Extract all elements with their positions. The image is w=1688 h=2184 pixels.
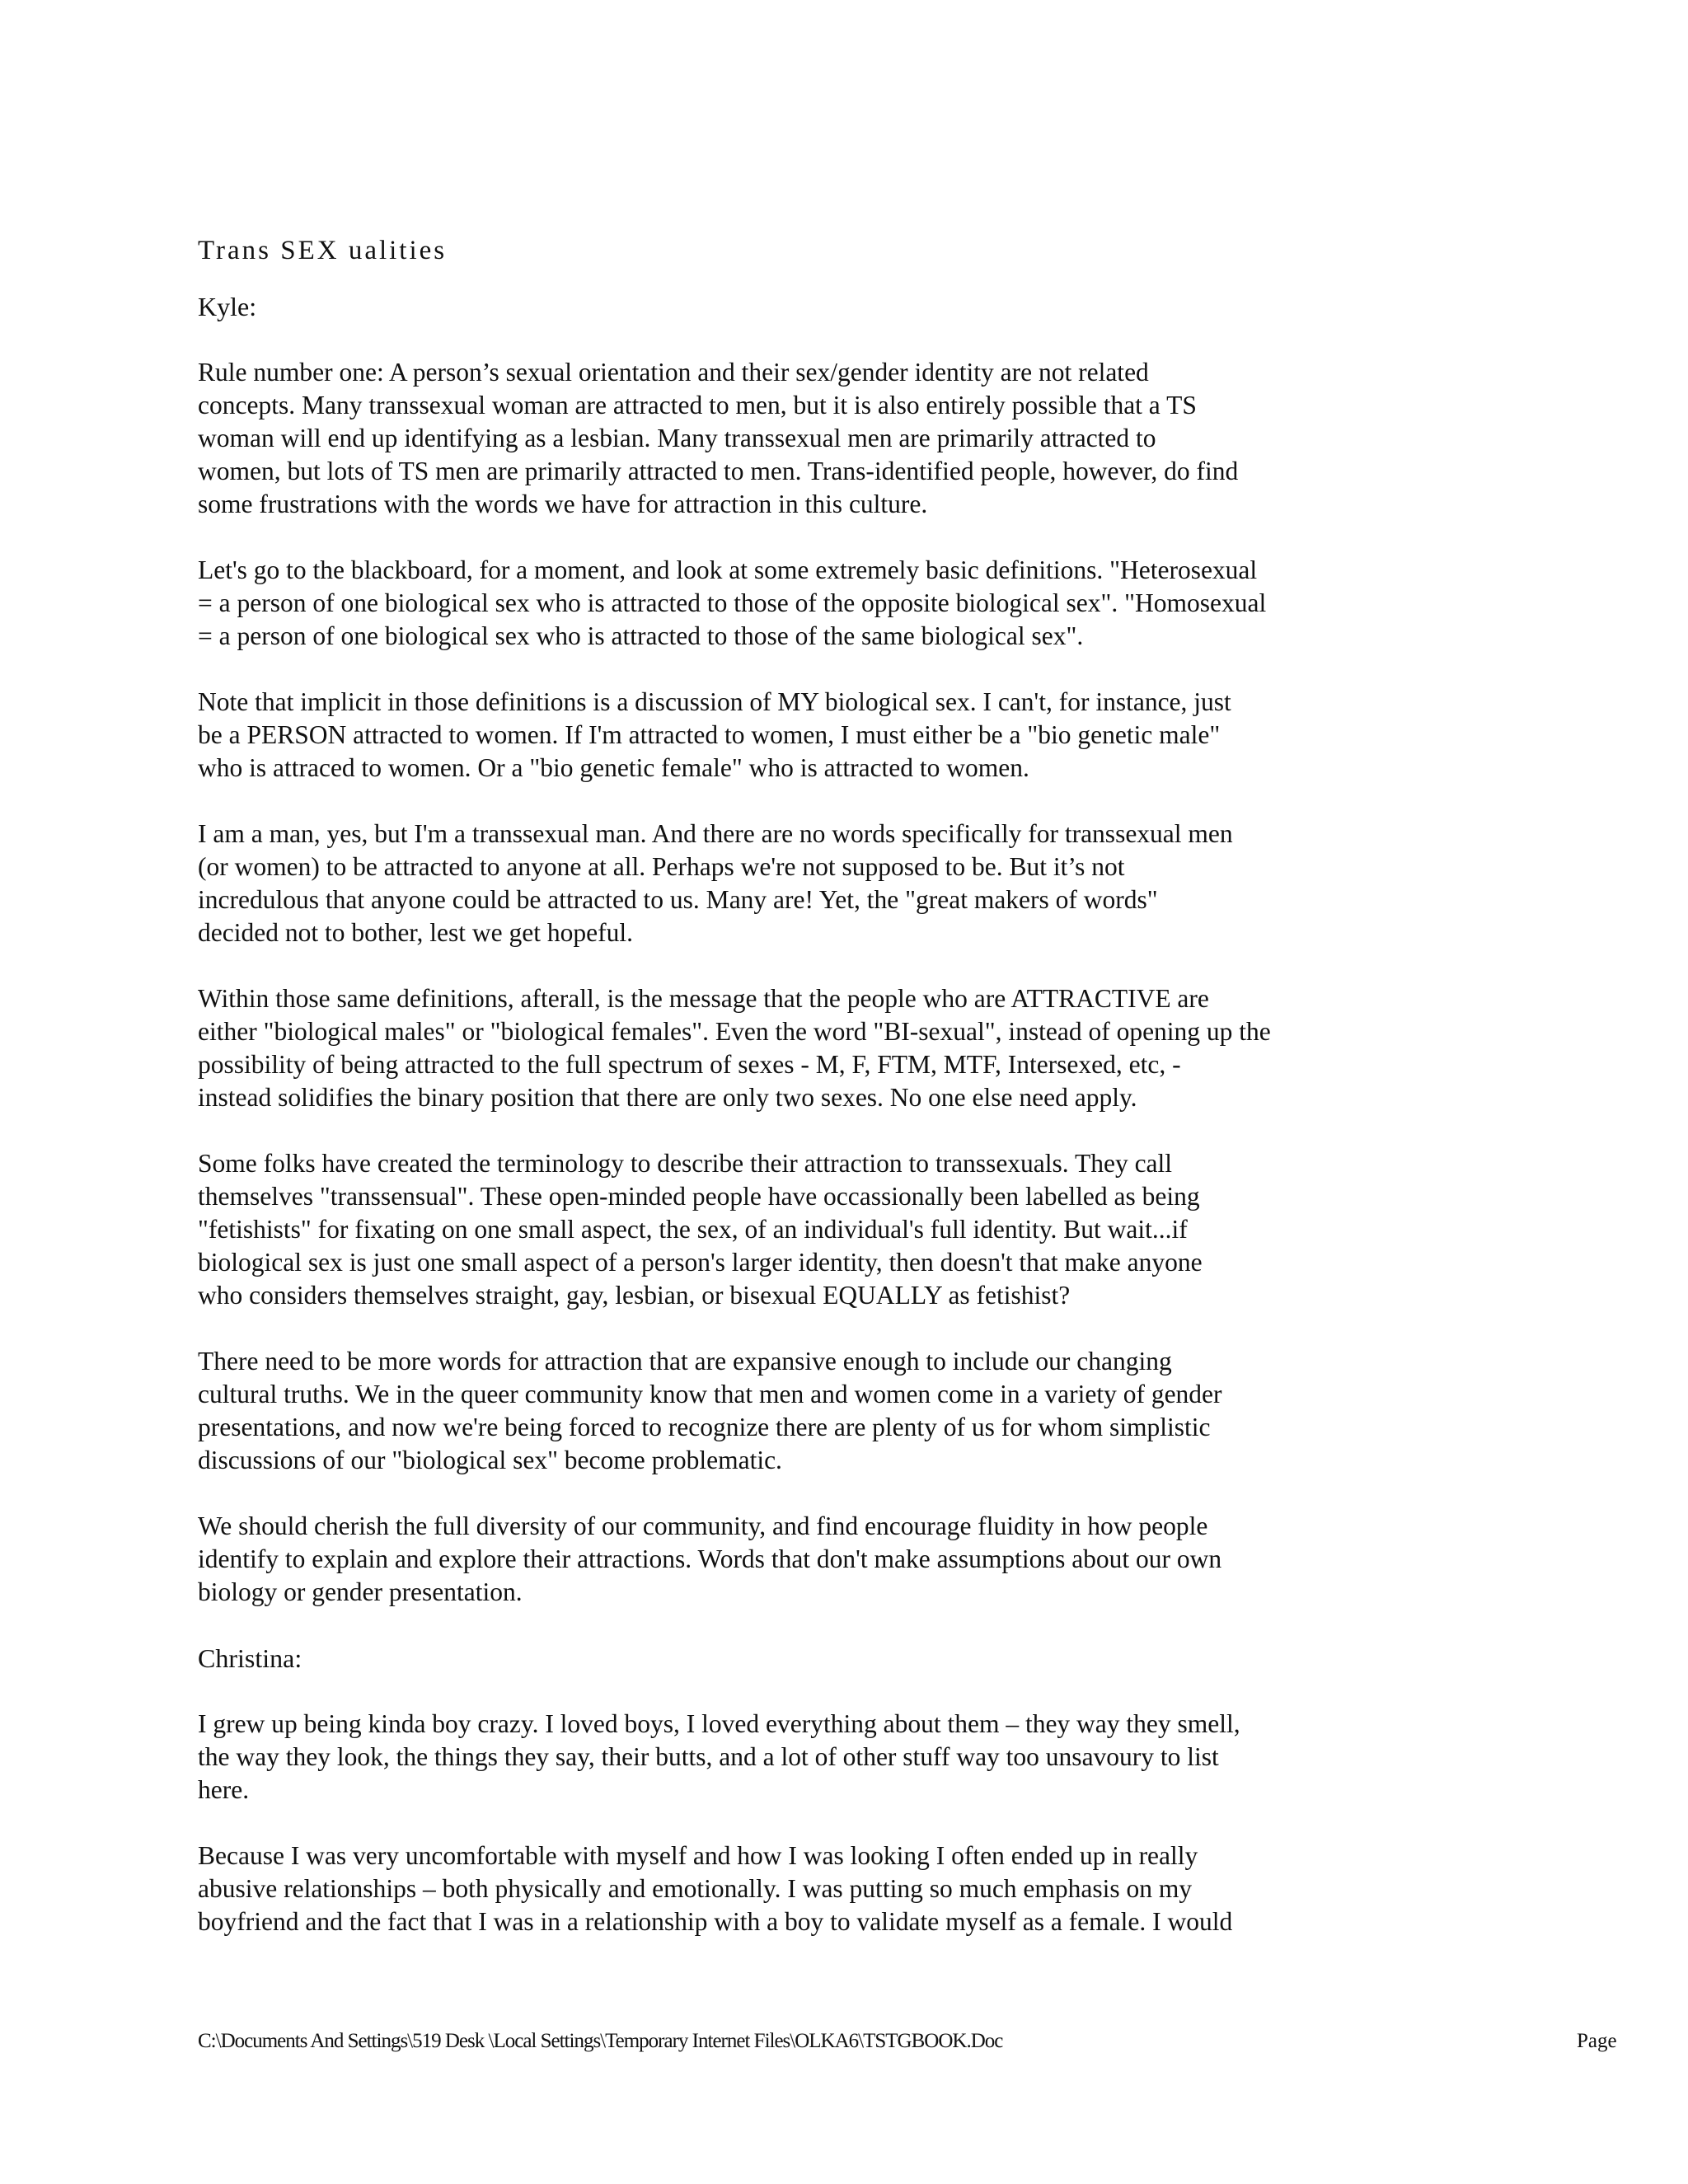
paragraph: Within those same definitions, afterall, is the message that the people who are ATTRACTIVE are either "biological males" or "biological females". Even the word "BI-sexual", instead of opening up the possibility of being attracted to the full spectrum of sexes - M, F, FTM, MTF, Intersexed, etc, - instead solidifies the binary position that there are only two sexes. No one else need apply.	[198, 984, 1271, 1112]
paragraph: There need to be more words for attraction that are expansive enough to include our changing cultural truths. We in the queer community know that men and women come in a variety of gender presentations, and now we're being forced to recognize there are plenty of us for whom simplistic discussions of our "biological sex" become problematic.	[198, 1347, 1222, 1474]
paragraph: Rule number one: A person’s sexual orientation and their sex/gender identity are not related concepts. Many transsexual woman are attracted to men, but it is also entirely possible that a TS woman will end up identifying as a lesbian. Many transsexual men are primarily attracted to women, but lots of TS men are primarily attracted to men. Trans-identified people, however, do find some frustrations with the words we have for attraction in this culture.	[198, 358, 1239, 518]
paragraph: Because I was very uncomfortable with myself and how I was looking I often ended up in really abusive relationships – both physically and emotionally. I was putting so much emphasis on my boyfriend and the fact that I was in a relationship with a boy to validate myself as a female. I would	[198, 1841, 1233, 1936]
paragraph: Let's go to the blackboard, for a moment, and look at some extremely basic definitions. "Heterosexual = a person of one biological sex who is attracted to those of the opposite biological sex". "Homosexual = a person of one biological sex who is attracted to those of the same biological sex".	[198, 555, 1267, 650]
paragraph: I am a man, yes, but I'm a transsexual man. And there are no words specifically for transsexual men (or women) to be attracted to anyone at all. Perhaps we're not supposed to be. But it’s not incredulous that anyone could be attracted to us. Many are! Yet, the "great makers of words" decided not to bother, lest we get hopeful.	[198, 819, 1233, 947]
footer-file-path: C:\Documents And Settings\519 Desk \Local Settings\Temporary Internet Files\OLKA6\TSTGBOOK.Doc	[198, 2030, 1003, 2052]
footer-page-label: Page	[1577, 2030, 1617, 2052]
document-title: Trans SEX ualities	[198, 236, 448, 265]
paragraph: Some folks have created the terminology to describe their attraction to transsexuals. They call themselves "transsensual". These open-minded people have occassionally been labelled as being "fetishists" for fixating on one small aspect, the sex, of an individual's full identity. But wait...if biological sex is just one small aspect of a person's larger identity, then doesn't that make anyone who considers themselves straight, gay, lesbian, or bisexual EQUALLY as fetishist?	[198, 1149, 1203, 1310]
speaker-label: Kyle:	[198, 292, 257, 321]
paragraph: Note that implicit in those definitions is a discussion of MY biological sex. I can't, for instance, just be a PERSON attracted to women. If I'm attracted to women, I must either be a "bio genetic male" who is attraced to women. Or a "bio genetic female" who is attracted to women.	[198, 687, 1231, 782]
document-body	[198, 234, 1451, 1971]
paragraph: We should cherish the full diversity of our community, and find encourage fluidity in how people identify to explain and explore their attractions. Words that don't make assumptions about our own biology or gender presentation.	[198, 1511, 1222, 1606]
paragraph: I grew up being kinda boy crazy. I loved boys, I loved everything about them – they way they smell, the way they look, the things they say, their butts, and a lot of other stuff way too unsavoury to list here.	[198, 1709, 1240, 1804]
speaker-label: Christina:	[198, 1643, 302, 1673]
